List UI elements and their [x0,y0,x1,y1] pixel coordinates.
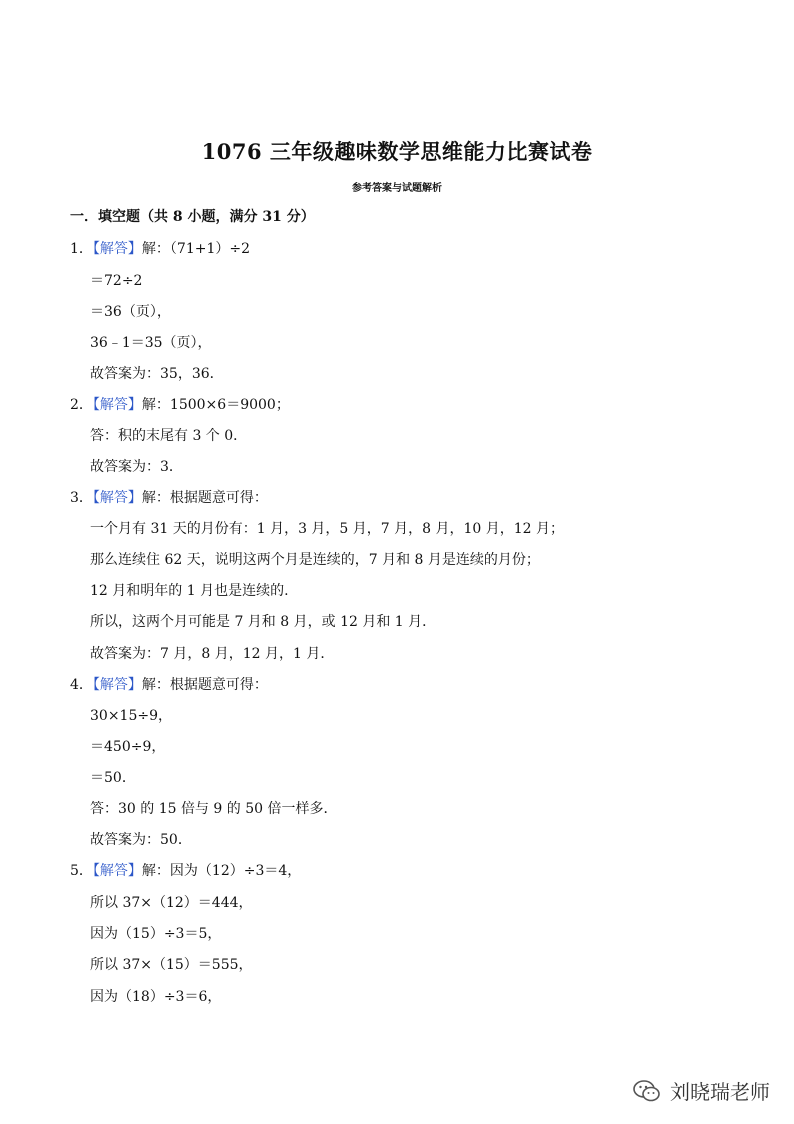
answer-head-text: 解：（71+1）÷2 [141,241,251,257]
answer-number: 3． [70,490,93,506]
answer-head-text: 解：根据题意可得： [141,490,268,506]
answer-line: 36﹣1＝35（页）， [90,335,212,351]
answer-number: 5． [70,863,93,879]
answer-line: 所以，这两个月可能是 7 月和 8 月，或 12 月和 1 月． [90,614,437,630]
answer-line: 故答案为：7 月，8 月，12 月，1 月． [90,646,335,662]
answer-line: 12 月和明年的 1 月也是连续的. [90,583,289,599]
answer-number: 2． [70,397,93,413]
answer-head-text: 解：根据题意可得： [141,677,268,693]
answer-tag: 【解答】 [92,490,142,506]
answer-head-text: 解：1500×6＝9000； [141,397,290,413]
answer-1-head [70,240,250,258]
page-subtitle: 参考答案与试题解析 [352,183,442,194]
answer-line: 那么连续住 62 天，说明这两个月是连续的，7 月和 8 月是连续的月份； [90,552,540,568]
answer-line: ＝36（页）， [90,304,171,320]
answer-head-text: 解：因为（12）÷3＝4， [141,863,302,879]
answer-line: 故答案为：35，36． [90,366,224,382]
answer-4-head [70,676,268,694]
answer-line: ＝72÷2 [90,273,143,289]
answer-tag: 【解答】 [92,397,142,413]
answer-5-head [70,862,301,880]
answer-line: 所以 37×（15）＝555， [90,957,253,973]
answer-line: 故答案为：3． [90,459,183,475]
watermark [632,1076,770,1105]
answer-line: 一个月有 31 天的月份有：1 月，3 月，5 月，7 月，8 月，10 月，12 月； [90,521,565,537]
answer-line: 因为（18）÷3＝6， [90,989,222,1005]
wechat-icon [632,1079,662,1103]
answer-tag: 【解答】 [92,241,142,257]
section-heading: 一．填空题（共 8 小题，满分 31 分） [70,209,315,225]
answer-2-head [70,396,290,414]
answer-line: 答：30 的 15 倍与 9 的 50 倍一样多． [90,801,338,817]
page-title: 1076 三年级趣味数学思维能力比赛试卷 [201,139,593,164]
answer-line: 因为（15）÷3＝5， [90,926,222,942]
answer-line: 答：积的末尾有 3 个 0． [90,428,248,444]
answer-line: ＝50． [90,770,136,786]
answer-3-head [70,489,268,507]
answer-line: 30×15÷9， [90,708,172,724]
answer-number: 1． [70,241,93,257]
answer-number: 4． [70,677,93,693]
answer-tag: 【解答】 [92,677,142,693]
answer-line: 故答案为：50． [90,832,192,848]
watermark-text: 刘晓瑞老师 [670,1080,770,1104]
answer-line: 所以 37×（12）＝444， [90,895,253,911]
answer-line: ＝450÷9， [90,739,166,755]
answer-tag: 【解答】 [92,863,142,879]
